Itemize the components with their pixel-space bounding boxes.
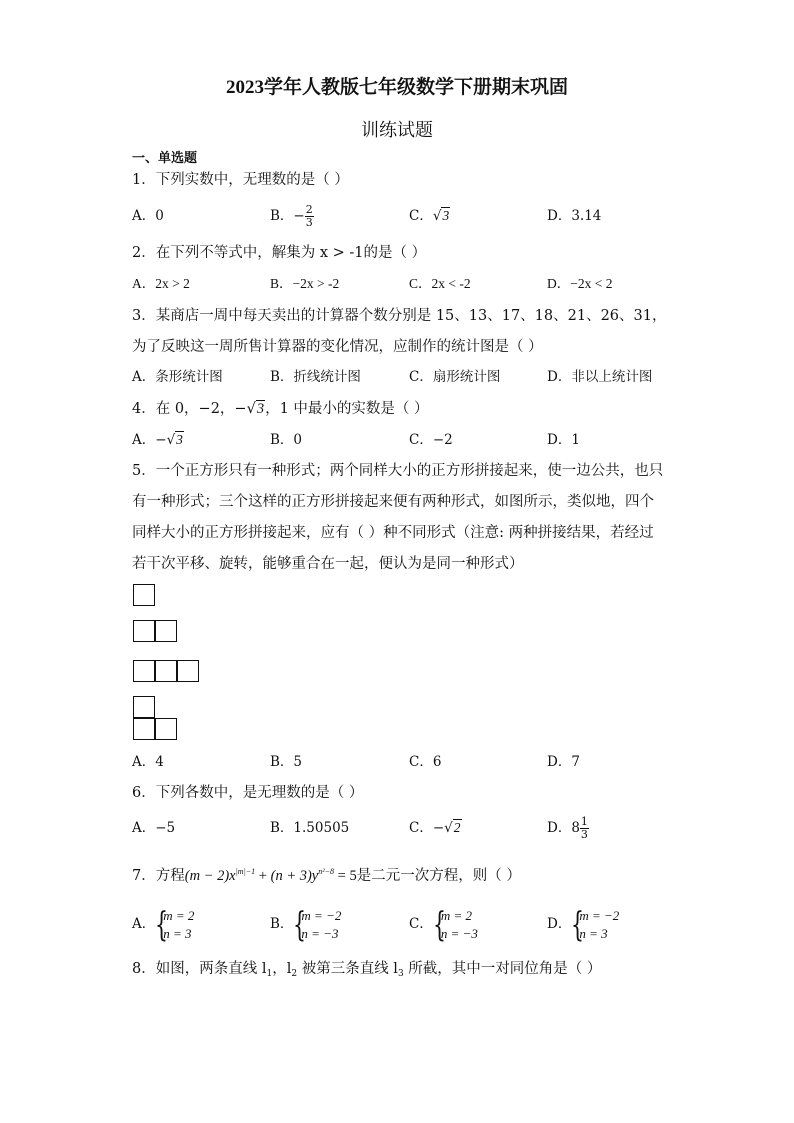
- fraction-denominator: 3: [580, 828, 588, 841]
- sqrt-expression: [247, 394, 266, 425]
- q7-option-c: [409, 904, 478, 944]
- sqrt-expression: [433, 203, 450, 229]
- radicand: 2: [453, 820, 461, 835]
- q6-option-d-label: D．8: [547, 820, 580, 836]
- left-brace-icon: {: [571, 904, 585, 945]
- radicand: 3: [442, 208, 450, 223]
- radicand: 3: [256, 401, 265, 417]
- left-brace-icon: {: [432, 904, 446, 945]
- question-3-stem: 3．某商店一周中每天卖出的计算器个数分别是 15、13、17、18、21、26、31，为了反映这一周所售计算器的变化情况，应制作的统计图是（ ）: [132, 308, 667, 355]
- q7-exponent-1: |m|−1: [235, 867, 256, 876]
- question-1-stem: 1．下列实数中，无理数的是（ ）: [132, 172, 349, 188]
- q8-text-2: ，l: [272, 961, 292, 977]
- system-line-2: n = −3: [440, 925, 478, 941]
- question-5-options: [132, 749, 672, 775]
- fraction: [305, 204, 314, 229]
- q6-option-c-label: C．−: [409, 820, 445, 836]
- figure-square: [133, 718, 155, 740]
- equation-system: [293, 904, 342, 945]
- figure-square: [155, 620, 177, 642]
- q1-option-c: [409, 203, 450, 229]
- q7-option-a: [132, 904, 194, 944]
- q2-option-a: A．2x > 2: [132, 276, 190, 291]
- page-title: 2023学年人教版七年级数学下册期末巩固: [225, 77, 568, 98]
- q3-option-a: A．条形统计图: [132, 369, 223, 385]
- q1-option-d: D．3.14: [547, 208, 602, 224]
- q2-option-d: D．−2x < 2: [547, 276, 613, 291]
- q7-tail: 是二元一次方程，则（ ）: [356, 868, 521, 884]
- left-brace-icon: {: [293, 904, 307, 945]
- figure-square: [133, 584, 155, 606]
- equation-system: [432, 904, 478, 945]
- q7-option-c-label: C．: [409, 916, 433, 932]
- q1-option-a: A．0: [132, 208, 164, 224]
- sqrt-symbol-icon: √: [432, 208, 442, 224]
- fraction: [580, 816, 589, 841]
- system-line-2: n = −3: [301, 925, 339, 941]
- q1-option-c-label: C．: [409, 208, 433, 224]
- question-1-options: [132, 203, 672, 229]
- figure-square: [155, 718, 177, 740]
- sqrt-symbol-icon: √: [166, 432, 176, 448]
- q4-option-c: C．−2: [409, 432, 453, 448]
- question-5-stem: 5．一个正方形只有一种形式；两个同样大小的正方形拼接起来，使一边公共，也只有一种形式；三个这样的正方形拼接起来便有两种形式，如图所示，类似地，四个同样大小的正方形拼接起来，应有（ ）种不同形式（注意: 两种拼接结果，若经过若干次平移、旋转，能够重合在一起，便认为是同一种形式）: [132, 463, 664, 572]
- q5-option-b: B．5: [270, 754, 303, 770]
- system-line-2: n = 3: [163, 925, 192, 941]
- q3-option-d: D．非以上统计图: [547, 369, 653, 385]
- system-line-1: m = 2: [440, 907, 473, 923]
- q7-option-b: [270, 904, 341, 944]
- system-line-2: n = 3: [579, 925, 608, 941]
- system-line-1: m = −2: [301, 907, 342, 923]
- question-3-options: [132, 364, 672, 390]
- q4-option-b: B．0: [270, 432, 303, 448]
- q1-option-b-label: B．: [270, 208, 294, 224]
- q7-term-2: (n + 3)y: [270, 868, 319, 884]
- q3-option-b: B．折线统计图: [270, 369, 361, 385]
- fraction-denominator: 3: [305, 216, 313, 229]
- section-heading: 一、单选题: [132, 151, 198, 166]
- q7-option-d-label: D．: [547, 916, 572, 932]
- question-8-stem: [132, 954, 667, 990]
- figure-square: [133, 620, 155, 642]
- q7-option-b-label: B．: [270, 916, 294, 932]
- minus-sign: −: [293, 208, 305, 224]
- q7-number: 7．方程: [132, 868, 185, 884]
- q2-option-c: C．2x < -2: [409, 276, 471, 291]
- figure-square: [133, 696, 155, 718]
- q8-subscript-2: 2: [291, 969, 298, 979]
- q7-plus: +: [255, 868, 271, 884]
- q3-option-c: C．扇形统计图: [409, 369, 501, 385]
- q6-option-d: [547, 815, 589, 841]
- q5-option-d: D．7: [547, 754, 580, 770]
- q7-equals: = 5: [334, 868, 357, 884]
- radicand: 3: [176, 432, 183, 447]
- system-line-1: m = −2: [579, 907, 620, 923]
- system-line-1: m = 2: [163, 907, 195, 923]
- question-7-stem: [132, 856, 667, 892]
- q8-text-3: 被第三条直线 l: [297, 961, 398, 977]
- fraction-numerator: 2: [305, 203, 313, 216]
- q6-option-a: A．−5: [132, 820, 176, 836]
- figure-square: [177, 660, 199, 682]
- question-2-stem: 2．在下列不等式中，解集为 x > -1的是（ ）: [132, 245, 427, 261]
- q4-stem-pre: 4．在 0，−2，−: [132, 401, 247, 417]
- figure-square: [133, 660, 155, 682]
- q2-option-b: B．−2x > -2: [270, 276, 340, 291]
- question-2-options: [132, 271, 672, 297]
- question-4-stem: [132, 394, 667, 425]
- fraction-numerator: 1: [580, 815, 588, 828]
- question-7-options: [132, 904, 672, 944]
- q6-option-c: [409, 815, 462, 841]
- q8-text-1: 8．如图，两条直线 l: [132, 961, 267, 977]
- equation-system: [155, 904, 195, 945]
- sqrt-symbol-icon: √: [444, 820, 453, 836]
- q7-option-a-label: A．: [132, 916, 156, 932]
- equation-system: [571, 904, 620, 945]
- sqrt-expression: [167, 427, 184, 453]
- q1-option-b: [270, 203, 314, 229]
- q8-subscript-3: 3: [397, 969, 404, 979]
- q8-subscript-1: 1: [266, 969, 273, 979]
- q4-option-d: D．1: [547, 432, 580, 448]
- q8-text-4: 所截，其中一对同位角是（ ）: [403, 961, 602, 977]
- q7-option-d: [547, 904, 619, 944]
- q7-exponent-2: n²−8: [318, 867, 335, 876]
- question-6-options: [132, 815, 672, 841]
- page-subtitle: 训练试题: [361, 120, 433, 141]
- q5-option-a: A．4: [132, 754, 164, 770]
- sqrt-expression: [444, 815, 461, 841]
- q7-term-1: (m − 2)x: [184, 868, 236, 884]
- q4-option-a-label: A．−: [132, 432, 167, 448]
- sqrt-symbol-icon: √: [246, 401, 256, 417]
- q6-option-b: B．1.50505: [270, 820, 350, 836]
- left-brace-icon: {: [155, 904, 169, 945]
- q5-option-c: C．6: [409, 754, 442, 770]
- q4-option-a: [132, 427, 184, 453]
- figure-square: [155, 660, 177, 682]
- question-6-stem: 6．下列各数中，是无理数的是（ ）: [132, 785, 364, 801]
- q4-stem-post: ，1 中最小的实数是（ ）: [265, 401, 429, 417]
- question-4-options: [132, 427, 672, 453]
